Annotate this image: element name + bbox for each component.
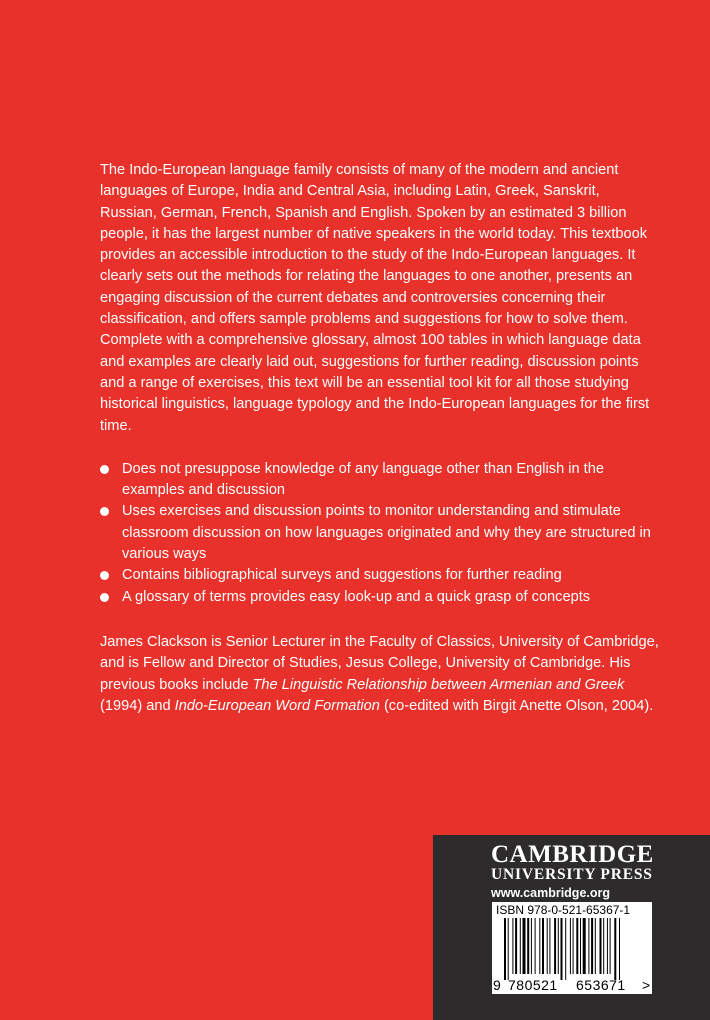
feature-text: A glossary of terms provides easy look-up and a quick grasp of concepts (122, 588, 591, 605)
barcode-bar (595, 918, 596, 974)
author-bio-text: (co-edited with Birgit Anette Olson, 2004). (379, 697, 654, 714)
barcode-bar (576, 918, 578, 974)
barcode-bar (591, 918, 593, 974)
barcode-bar (561, 918, 563, 980)
feature-text: Does not presuppose knowledge of any language other than English in the examples and discussion (122, 460, 604, 499)
feature-list (100, 459, 660, 608)
barcode-bar (583, 918, 586, 974)
barcode-bar (614, 918, 616, 980)
barcode-bar (547, 918, 548, 974)
barcode-bar (508, 918, 509, 980)
isbn-barcode (492, 902, 652, 994)
barcode-bar (512, 918, 513, 974)
barcode-bar (542, 918, 544, 974)
author-bio-text: (1994) and (100, 697, 175, 714)
barcode-bar (573, 918, 574, 974)
isbn-label: ISBN 978-0-521-65367-1 (496, 903, 631, 917)
publisher-url: www.cambridge.org (491, 886, 611, 900)
bullet-icon (100, 507, 109, 516)
barcode-bar (520, 918, 521, 974)
publisher-name: CAMBRIDGE (491, 841, 654, 868)
content-column (100, 160, 660, 717)
barcode-digit-first: 9 (493, 977, 502, 993)
barcode-bar (554, 918, 556, 974)
publisher-subname: UNIVERSITY PRESS (491, 866, 653, 883)
barcode-bar (539, 918, 540, 974)
feature-text: Contains bibliographical surveys and suggestions for further reading (122, 567, 562, 584)
barcode-bars-icon (496, 918, 648, 980)
author-bio (100, 632, 660, 717)
author-bio-text: James Clackson is Senior Lecturer in the Faculty of Classics, University of Cambridge, and is Fellow and Director of Studies, Jesus College, University of Cambridge. His previous books include (100, 633, 659, 693)
bullet-icon (100, 571, 109, 580)
barcode-bar (588, 918, 589, 974)
bullet-icon (100, 593, 109, 602)
feature-item (100, 501, 660, 565)
barcode-quiet-mark: > (642, 977, 651, 993)
barcode-bar (619, 918, 620, 980)
barcode-bar (515, 918, 517, 974)
barcode-bar (549, 918, 550, 974)
barcode-digits-right: 653671 (576, 977, 626, 993)
barcode-bar (527, 918, 529, 974)
barcode-digits-left: 780521 (508, 977, 558, 993)
barcode-bar (504, 918, 506, 980)
barcode-bar (523, 918, 526, 974)
barcode-bar (535, 918, 536, 974)
barcode-bar (610, 918, 611, 974)
feature-item (100, 565, 660, 586)
feature-item (100, 587, 660, 608)
barcode-bar (600, 918, 602, 974)
barcode-bar (603, 918, 604, 974)
barcode-bar (570, 918, 571, 974)
barcode-bar (580, 918, 581, 974)
book-title: Indo-European Word Formation (174, 697, 380, 714)
book-description: The Indo-European language family consists of many of the modern and ancient languages of Europe, India and Central Asia, including Latin, Greek, Sanskrit, Russian, German, French, Spanish and English. Spoken by an estimated 3 billion people, it has the largest number of native speakers in the world today. This textbook provides an accessible introduction to the study of the Indo-European languages. It clearly sets out the methods for relating the languages to one another, presents an engaging discussion of the current debates and controversies concerning their classification, and offers sample problems and suggestions for how to solve them. Complete with a comprehensive glossary, almost 100 tables in which language data and examples are clearly laid out, suggestions for further reading, discussion points and a range of exercises, this text will be an essential tool kit for all those studying historical linguistics, language typology and the Indo-European languages for the first time. (100, 162, 650, 434)
barcode-bar (565, 918, 566, 980)
feature-text: Uses exercises and discussion points to monitor understanding and stimulate classroom discussion on how languages originated and why they are structured in various ways (122, 503, 651, 563)
barcode-bar (531, 918, 532, 974)
barcode-bar (558, 918, 559, 974)
bullet-icon (100, 465, 109, 474)
barcode-bar (607, 918, 608, 974)
book-title: The Linguistic Relationship between Armenian and Greek (252, 676, 625, 693)
feature-item (100, 459, 660, 502)
